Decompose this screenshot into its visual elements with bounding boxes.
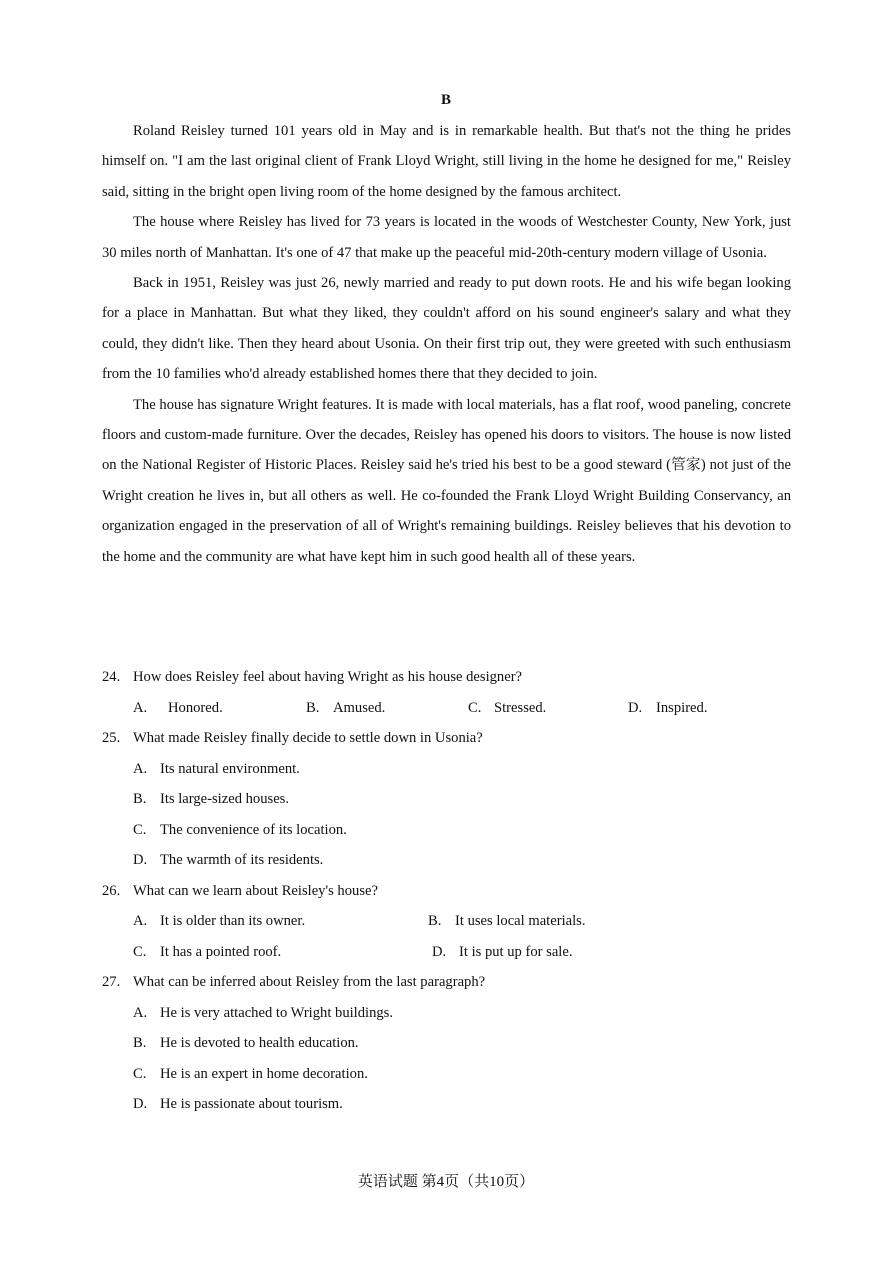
question-number: 24. — [102, 669, 121, 685]
option-row — [102, 906, 791, 937]
option-row — [102, 1059, 791, 1090]
option-row — [102, 998, 791, 1029]
option-letter: C. — [133, 943, 147, 960]
option-row — [102, 937, 791, 968]
option-letter: D. — [628, 699, 643, 716]
option-row — [102, 754, 791, 785]
option-letter: C. — [133, 1065, 147, 1082]
option-d[interactable] — [628, 693, 707, 724]
question-number: 26. — [102, 882, 121, 899]
option-letter: C. — [133, 821, 147, 838]
option-text: He is devoted to health education. — [160, 1035, 359, 1051]
option-letter: B. — [428, 913, 442, 929]
passage-paragraph-4: The house has signature Wright features. It is made with local materials, has a flat roof, wood paneling, concrete floors and custom-made furniture. Over the decades, Reisley has opened his doors to visitors. The house is now listed on the National Register of Historic Places. Reisley said he's tried his best to be a good steward (管家) not just of the Wright creation he lives in, but all others as well. He co-founded the Frank Lloyd Wright Building Conservancy, an organization engaged in the preservation of all of Wright's remaining buildings. Reisley believes that his devotion to the home and the community are what have kept him in such good health all of these years. — [102, 396, 791, 565]
option-row — [102, 1089, 791, 1120]
question-stem — [102, 876, 791, 907]
question-text: What can we learn about Reisley's house? — [133, 882, 378, 899]
option-row — [102, 1028, 791, 1059]
option-letter: D. — [432, 943, 447, 960]
question-list — [102, 662, 791, 1120]
option-c[interactable] — [133, 937, 281, 968]
question-27 — [102, 967, 791, 1120]
option-text: Honored. — [168, 699, 223, 716]
option-b[interactable] — [306, 693, 385, 724]
option-text: Stressed. — [494, 699, 547, 716]
option-row — [102, 693, 791, 724]
reading-passage — [102, 116, 791, 572]
option-letter: B. — [133, 791, 147, 807]
option-b[interactable] — [133, 784, 289, 815]
passage-paragraph-3: Back in 1951, Reisley was just 26, newly married and ready to put down roots. He and his wife began looking for a place in Manhattan. But what they liked, they couldn't afford on his sound engineer's salary and what they could, they didn't like. Then they heard about Usonia. On their first trip out, they were greeted with such enthusiasm from the 10 families who'd already established homes there that they decided to join. — [102, 275, 791, 383]
option-d[interactable] — [133, 845, 323, 876]
option-text: He is passionate about tourism. — [160, 1096, 343, 1112]
option-a[interactable] — [133, 998, 393, 1029]
passage-paragraph-2: The house where Reisley has lived for 73 years is located in the woods of Westchester County, New York, just 30 miles north of Manhattan. It's one of 47 that make up the peaceful mid-20th-century modern village of Usonia. — [102, 214, 791, 261]
option-a[interactable] — [133, 906, 305, 937]
passage-paragraph-1: Roland Reisley turned 101 years old in May and is in remarkable health. But that's not the thing he prides himself on. "I am the last original client of Frank Lloyd Wright, still living in the home he designed for me," Reisley said, sitting in the bright open living room of the home designed by the famous architect. — [102, 123, 791, 200]
option-c[interactable] — [468, 693, 546, 724]
option-row — [102, 845, 791, 876]
option-letter: B. — [306, 699, 320, 716]
question-24 — [102, 662, 791, 723]
option-letter: D. — [133, 852, 148, 868]
option-text: It uses local materials. — [455, 913, 586, 929]
option-b[interactable] — [133, 1028, 359, 1059]
option-letter: A. — [133, 699, 148, 716]
option-d[interactable] — [432, 937, 573, 968]
option-c[interactable] — [133, 1059, 368, 1090]
option-text: It has a pointed roof. — [160, 943, 282, 960]
option-text: Its large-sized houses. — [160, 791, 290, 807]
option-letter: D. — [133, 1096, 148, 1112]
option-a[interactable] — [133, 754, 300, 785]
option-text: Amused. — [333, 699, 386, 716]
option-letter: A. — [133, 760, 148, 777]
option-c[interactable] — [133, 815, 347, 846]
option-text: Its natural environment. — [160, 760, 300, 777]
option-text: Inspired. — [656, 699, 708, 716]
option-text: He is very attached to Wright buildings. — [160, 1004, 394, 1021]
section-title: B — [440, 92, 451, 108]
option-text: The convenience of its location. — [160, 821, 347, 838]
option-row — [102, 784, 791, 815]
question-text: What made Reisley finally decide to settle down in Usonia? — [133, 730, 483, 746]
option-letter: B. — [133, 1035, 147, 1051]
option-letter: A. — [133, 1004, 148, 1021]
question-text: What can be inferred about Reisley from the last paragraph? — [133, 974, 486, 990]
question-stem — [102, 967, 791, 998]
option-text: It is put up for sale. — [459, 943, 573, 960]
question-text: How does Reisley feel about having Wright as his house designer? — [133, 669, 523, 685]
question-number: 25. — [102, 730, 121, 746]
question-number: 27. — [102, 974, 121, 990]
option-letter: C. — [468, 699, 482, 716]
option-letter: A. — [133, 913, 148, 929]
option-text: It is older than its owner. — [160, 913, 306, 929]
option-a[interactable] — [133, 693, 223, 724]
page-footer: 英语试题 第4页（共10页） — [357, 1174, 535, 1190]
question-25 — [102, 723, 791, 876]
option-row — [102, 815, 791, 846]
question-stem — [102, 662, 791, 693]
option-text: The warmth of its residents. — [160, 852, 324, 868]
question-stem — [102, 723, 791, 754]
question-26 — [102, 876, 791, 968]
option-text: He is an expert in home decoration. — [160, 1065, 368, 1082]
option-b[interactable] — [428, 906, 586, 937]
option-d[interactable] — [133, 1089, 343, 1120]
